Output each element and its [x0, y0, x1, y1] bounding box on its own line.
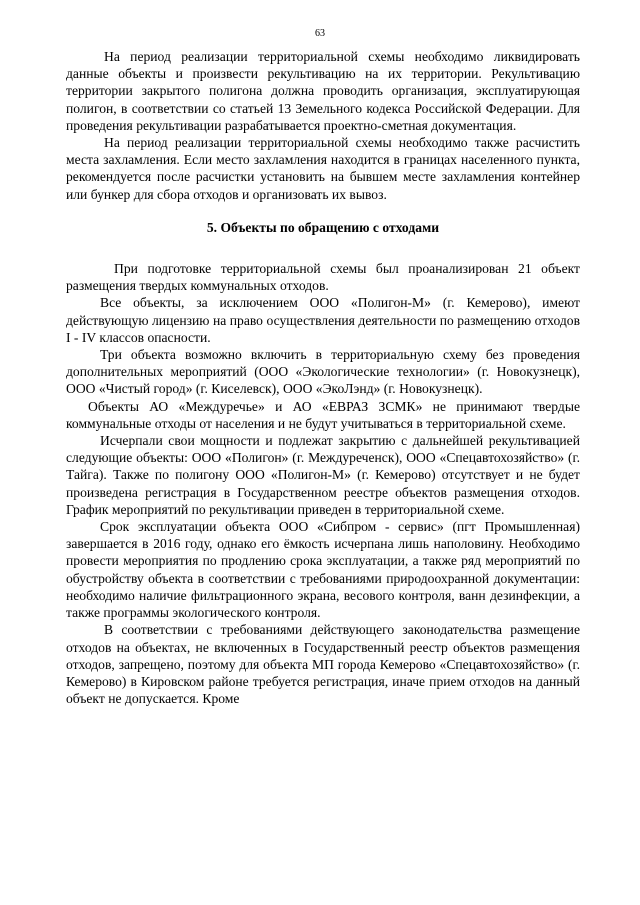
paragraph-three-objects: Три объекта возможно включить в территориальную схему без проведения дополнительных мероприятий (ООО «Экологические технологии» (г. Новокузнецк), ООО «Чистый город» (г. Киселевск), ООО «ЭкоЛэнд» (г. Новокузнецк).: [66, 347, 580, 397]
page-number: 63: [315, 28, 325, 39]
paragraph-legislation: В соответствии с требованиями действующего законодательства размещение отходов на объектах, не включенных в Государственный реестр объектов размещения отходов, запрещено, поэтому для объекта МП города Кемерово «Спецавтохозяйство» (г. Кемерово) в Кировском районе требуется регистрация, иначе прием отходов на данный объект не допускается. Кроме: [66, 622, 580, 707]
paragraph-excluded-objects: Объекты АО «Междуречье» и АО «ЕВРАЗ ЗСМК» не принимают твердые коммунальные отходы от населения и не будут учитываться в территориальной схеме.: [66, 398, 580, 431]
paragraph-analyzed-objects: При подготовке территориальной схемы был проанализирован 21 объект размещения твердых коммунальных отходов.: [66, 261, 580, 294]
paragraph-exhausted-capacity: Исчерпали свои мощности и подлежат закрытию с дальнейшей рекультивацией следующие объекты: ООО «Полигон» (г. Междуреченск), ООО «Спецавтохозяйство» (г. Тайга). Также по полигону ООО «Полигон-М» (г. Кемерово) отсутствует и не будет произведена регистрация в Государственном реестре объектов размещения отходов. График мероприятий по рекультивации приведен в территориальной схеме.: [66, 433, 580, 517]
document-body: [66, 48, 580, 707]
paragraph-littered-sites: На период реализации территориальной схемы необходимо также расчистить места захламления. Если место захламления находится в границах населенного пункта, рекомендуется после расчистки установить на бывшем месте захламления контейнер или бункер для сбора отходов и организовать их вывоз.: [66, 135, 580, 202]
paragraph-licenses: Все объекты, за исключением ООО «Полигон-М» (г. Кемерово), имеют действующую лицензию на право осуществления деятельности по размещению отходов I - IV классов опасности.: [66, 295, 580, 345]
paragraph-sibprom-service: Срок эксплуатации объекта ООО «Сибпром - сервис» (пгт Промышленная) завершается в 2016 году, однако его ёмкость исчерпана лишь наполовину. Необходимо провести мероприятия по продлению срока эксплуатации, а также ряд мероприятий по обустройству объекта в соответствии с требованиями природоохранной документации: необходимо наличие фильтрационного экрана, весового контроля, ванн дезинфекции, а также программы экологического контроля.: [66, 519, 580, 621]
section-heading: 5. Объекты по обращению с отходами: [206, 219, 440, 235]
paragraph-reclamation: На период реализации территориальной схемы необходимо ликвидировать данные объекты и произвести рекультивацию на их территории. Рекультивацию территории закрытого полигона должна проводить организация, эксплуатирующая полигон, в соответствии со статьей 13 Земельного кодекса Российской Федерации. Для проведения рекультивации разрабатывается проектно-сметная документация.: [66, 49, 580, 133]
